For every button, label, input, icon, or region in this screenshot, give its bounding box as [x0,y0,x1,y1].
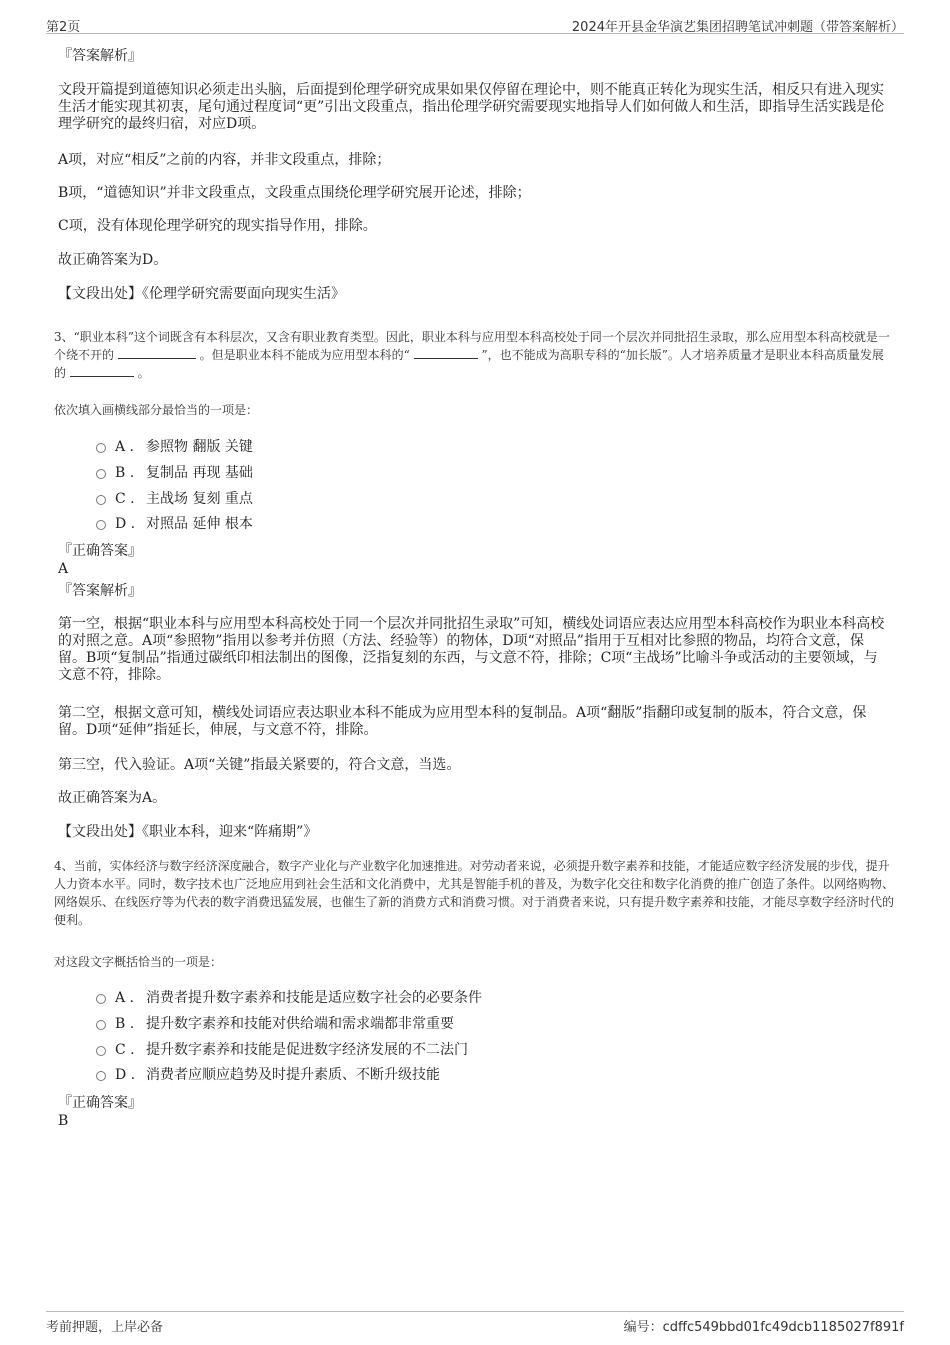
page-header [46,14,904,34]
q4-answer-label: 『正确答案』 [58,1095,142,1111]
q2-analysis-label: 『答案解析』 [58,48,142,64]
q3-analysis-p1: 第一空，根据“职业本科与应用型本科高校处于同一个层次并同批招生录取”可知，横线处词语应表达应用型本科高校作为职业本科高校的对照之意。A项“参照物”指用以参考并仿照（方法、经验等）的物体，D项“对照品”指用于互相对比参照的物品，均符合文意，保留。B项“复制品”指通过碳纸印相法制出的图像，泛指复刻的东西，与文意不符，排除；C项“主战场”比喻斗争或活动的主要领域，与文意不符，排除。 [58,616,885,683]
q2-analysis-p3: B项，“道德知识”并非文段重点，文段重点围绕伦理学研究展开论述，排除； [58,185,531,201]
q2-source: 【文段出处】《伦理学研究需要面向现实生活》 [58,286,345,302]
q4-answer: B [58,1113,69,1129]
radio-icon[interactable] [96,994,106,1004]
q2-analysis-p2: A项，对应“相反”之前的内容，并非文段重点，排除； [58,152,391,168]
q4-ask: 对这段文字概括恰当的一项是： [54,955,223,969]
q3-analysis-label: 『答案解析』 [58,583,142,599]
q3-blank-2 [414,347,478,359]
document-code: 编号：cdffc549bbd01fc49dcb1185027f891f [623,1320,904,1335]
q3-ask: 依次填入画横线部分最恰当的一项是： [54,403,259,417]
q3-source: 【文段出处】《职业本科，迎来“阵痛期”》 [58,824,318,840]
radio-icon[interactable] [96,495,106,505]
radio-icon[interactable] [96,1020,106,1030]
footer-slogan: 考前押题，上岸必备 [46,1320,164,1335]
page-number: 第2页 [46,20,81,35]
q4-stem: 4、当前，实体经济与数字经济深度融合，数字产业化与产业数字化加速推进。对劳动者来说，必须提升数字素养和技能，才能适应数字经济发展的步伐，提升人力资本水平。同时，数字技术也广泛地应用到社会生活和文化消费中，尤其是智能手机的普及，为数字化交往和数字化消费的推广创造了条件。以网络购物、网络娱乐、在线医疗等为代表的数字消费迅猛发展，也催生了新的消费方式和消费习惯。对于消费者来说，只有提升数字素养和技能，才能尽享数字经济时代的便利。 [54,859,895,927]
radio-icon[interactable] [96,443,106,453]
radio-icon[interactable] [96,520,106,530]
radio-icon[interactable] [96,1071,106,1081]
q3-conclusion: 故正确答案为A。 [58,790,167,806]
q3-blank-1 [118,347,196,359]
q3-answer: A [58,561,69,577]
q2-analysis-p1: 文段开篇提到道德知识必须走出头脑，后面提到伦理学研究成果如果仅停留在理论中，则不能真正转化为现实生活，相反只有进入现实生活才能实现其初衷，尾句通过程度词“更”引出文段重点，指出伦理学研究需要现实地指导人们如何做人和生活，即指导生活实践是伦理学研究的最终归宿，对应D项。 [58,82,885,132]
radio-icon[interactable] [96,469,106,479]
q3-stem: 3、“职业本科”这个词既含有本科层次，又含有职业教育类型。因此，职业本科与应用型本科高校处于同一个层次并同批招生录取，那么应用型本科高校就是一个绕不开的 。但是职业本科不能成为应用型本科的“ ”，也不能成为高职专科的“加长版”。人才培养质量才是职业本科高质量发展的 。 [54,330,890,380]
q3-answer-label: 『正确答案』 [58,543,142,559]
q3-analysis-p3: 第三空，代入验证。A项“关键”指最关紧要的，符合文意，当选。 [58,757,461,773]
q2-conclusion: 故正确答案为D。 [58,252,168,268]
q3-blank-3 [70,365,134,377]
radio-icon[interactable] [96,1046,106,1056]
q2-analysis-p4: C项，没有体现伦理学研究的现实指导作用，排除。 [58,218,377,234]
q3-analysis-p2: 第二空，根据文意可知，横线处词语应表达职业本科不能成为应用型本科的复制品。A项“翻版”指翻印或复制的版本，符合文意，保留。D项“延伸”指延长，伸展，与文意不符，排除。 [58,705,867,738]
page-footer [46,1311,904,1335]
document-title: 2024年开县金华演艺集团招聘笔试冲刺题（带答案解析） [571,20,904,35]
